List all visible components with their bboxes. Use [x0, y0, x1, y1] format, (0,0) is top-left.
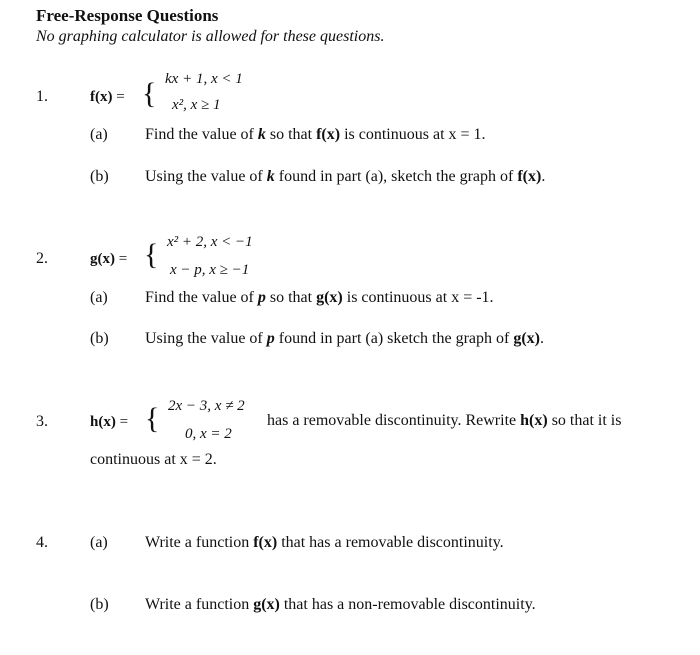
- q2a-pre: Find the value of: [145, 289, 258, 306]
- q2a-post: is continuous at x = -1.: [342, 289, 494, 306]
- q3-pre: has a removable discontinuity. Rewrite: [267, 412, 521, 429]
- question-4a-text: [145, 534, 504, 552]
- question-2-case-2: x − p, x ≥ −1: [170, 262, 250, 278]
- q2a-mid: so that: [265, 289, 317, 306]
- q2b-var: p: [266, 330, 275, 347]
- question-1-equals: =: [112, 89, 125, 105]
- question-4b-label: (b): [90, 596, 109, 613]
- q2a-fn: g(x): [316, 289, 343, 306]
- q1b-mid: found in part (a), sketch the graph of: [274, 168, 518, 185]
- question-3-function: [90, 414, 128, 431]
- q4a-pre: Write a function: [145, 534, 254, 551]
- q1a-post: is continuous at x = 1.: [340, 126, 486, 143]
- question-3-number: 3.: [36, 413, 48, 430]
- question-1-case-2: x², x ≥ 1: [172, 97, 221, 113]
- question-3-function-name: h(x): [90, 414, 116, 430]
- question-3-equals: =: [115, 414, 129, 430]
- question-2a-label: (a): [90, 289, 108, 306]
- question-2-function: [90, 251, 127, 268]
- question-2b-text: [145, 330, 544, 348]
- question-2-number: 2.: [36, 250, 48, 267]
- question-1-number: 1.: [36, 88, 48, 105]
- q4b-pre: Write a function: [145, 596, 254, 613]
- q3-fn: h(x): [520, 412, 548, 429]
- question-1b-text: [145, 168, 545, 186]
- question-3-brace: {: [145, 402, 160, 435]
- page-title: Free-Response Questions: [36, 6, 219, 25]
- q4b-post: that has a non-removable discontinuity.: [279, 596, 536, 613]
- question-1a-label: (a): [90, 126, 108, 143]
- question-2-function-name: g(x): [90, 251, 115, 267]
- question-1-function: [90, 89, 125, 106]
- q2b-pre: Using the value of: [145, 330, 267, 347]
- question-3-case-2: 0, x = 2: [185, 426, 232, 442]
- question-1b-label: (b): [90, 168, 109, 185]
- q1a-pre: Find the value of: [145, 126, 258, 143]
- question-1-brace: {: [142, 77, 157, 110]
- q1a-mid: so that: [265, 126, 317, 143]
- q4a-post: that has a removable discontinuity.: [277, 534, 504, 551]
- question-2-equals: =: [115, 251, 128, 267]
- question-2-brace: {: [144, 238, 159, 271]
- question-1-case-1: kx + 1, x < 1: [165, 71, 243, 87]
- question-2a-text: [145, 289, 494, 307]
- question-3-case-1: 2x − 3, x ≠ 2: [168, 398, 245, 414]
- question-1a-text: [145, 126, 486, 144]
- question-1-function-name: f(x): [90, 89, 113, 105]
- q2b-mid: found in part (a) sketch the graph of: [274, 330, 514, 347]
- q2a-var: p: [257, 289, 266, 306]
- q1b-pre: Using the value of: [145, 168, 267, 185]
- question-4a-label: (a): [90, 534, 108, 551]
- question-2-case-1: x² + 2, x < −1: [167, 234, 253, 250]
- q3-post: so that it is: [547, 412, 622, 429]
- page-subtitle: No graphing calculator is allowed for these questions.: [36, 28, 385, 45]
- q1b-fn: f(x): [517, 168, 542, 185]
- q1a-fn: f(x): [316, 126, 341, 143]
- q2b-fn: g(x): [513, 330, 540, 347]
- q4b-fn: g(x): [253, 596, 280, 613]
- question-2b-label: (b): [90, 330, 109, 347]
- question-3-text: [267, 412, 621, 430]
- q1b-post: .: [541, 168, 546, 185]
- q2b-post: .: [540, 330, 544, 347]
- q4a-fn: f(x): [253, 534, 278, 551]
- q1b-var: k: [266, 168, 275, 185]
- question-4b-text: [145, 596, 536, 614]
- question-3-text-line2: continuous at x = 2.: [90, 451, 217, 468]
- q1a-var: k: [257, 126, 266, 143]
- question-4-number: 4.: [36, 534, 48, 551]
